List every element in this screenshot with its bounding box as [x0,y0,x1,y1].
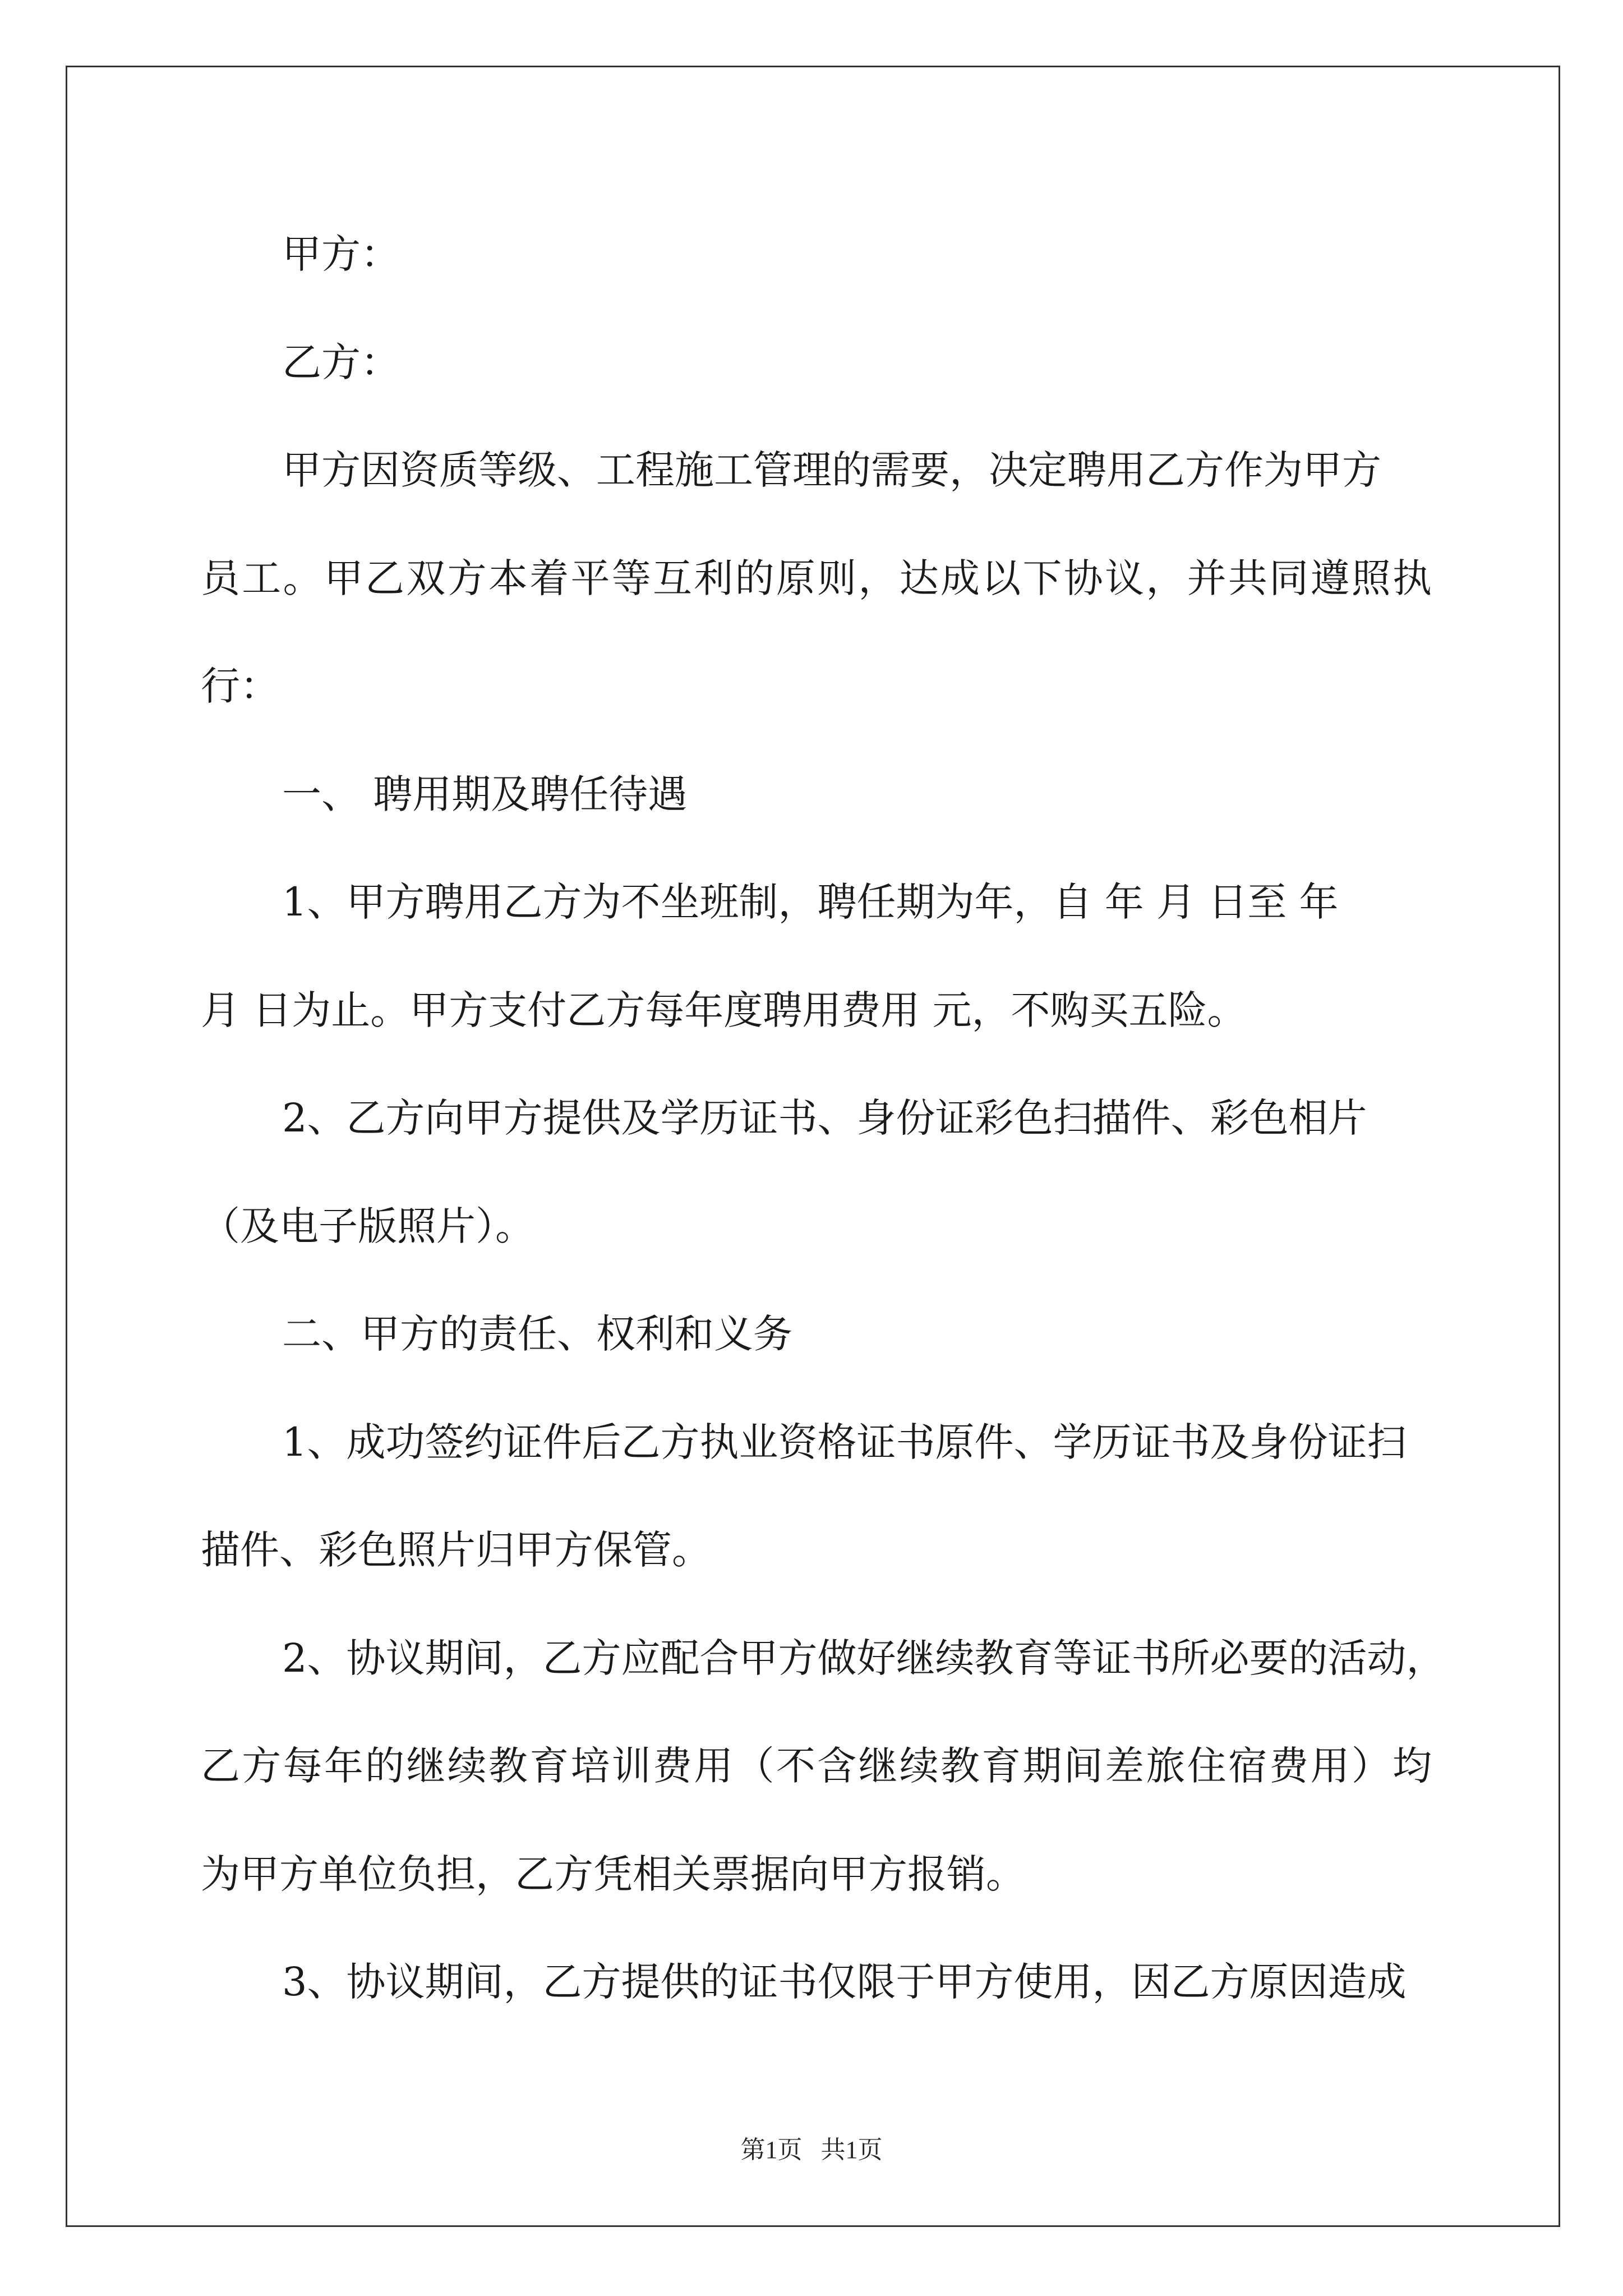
section-heading: 二、甲方的责任、权利和义务 [282,1311,792,1357]
paragraph-line: 2、协议期间，乙方应配合甲方做好继续教育等证书所必要的活动， [282,1635,1446,1681]
party-a-label: 甲方： [282,231,400,277]
paragraph-line: （及电子版照片）。 [201,1203,534,1249]
paragraph-line: 1、成功签约证件后乙方执业资格证书原件、学历证书及身份证扫 [282,1419,1407,1465]
page-border [66,66,1560,2227]
section-heading: 一、 聘用期及聘任待遇 [282,771,688,817]
page-footer [0,2129,1623,2165]
paragraph-line: 月 日为止。甲方支付乙方每年度聘用费用 元，不购买五险。 [201,987,1247,1033]
paragraph-line: 为甲方单位负担，乙方凭相关票据向甲方报销。 [201,1851,1025,1897]
paragraph-line: 1、甲方聘用乙方为不坐班制，聘任期为年，自 年 月 日至 年 [282,879,1339,925]
page-number: 第1页 共1页 [740,2136,883,2164]
paragraph-line: 乙方每年的继续教育培训费用（不含继续教育期间差旅住宿费用）均 [201,1743,1432,1789]
paragraph-line: 员工。甲乙双方本着平等互利的原则，达成以下协议，并共同遵照执 [201,555,1432,601]
paragraph-line: 行： [201,663,279,709]
paragraph-line: 3、协议期间，乙方提供的证书仅限于甲方使用，因乙方原因造成 [282,1959,1407,2005]
paragraph-line: 2、乙方向甲方提供及学历证书、身份证彩色扫描件、彩色相片 [282,1095,1367,1141]
party-b-label: 乙方： [282,339,400,385]
paragraph-line: 甲方因资质等级、工程施工管理的需要，决定聘用乙方作为甲方 [282,447,1381,493]
paragraph-line: 描件、彩色照片归甲方保管。 [201,1527,711,1573]
